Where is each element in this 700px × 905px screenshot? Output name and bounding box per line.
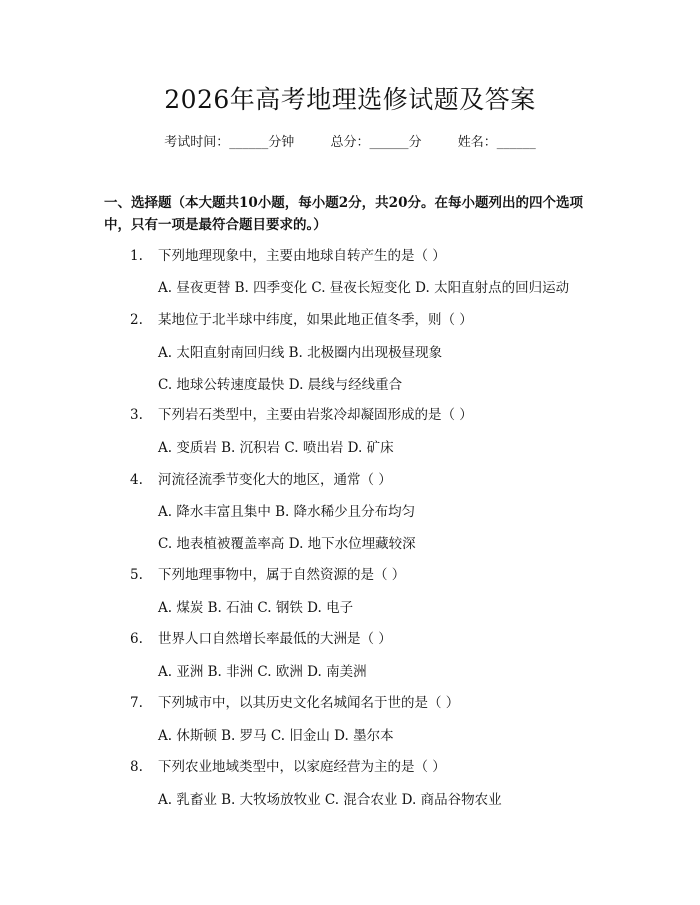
question-2-options-line-1: A. 太阳直射南回归线 B. 北极圈内出现极昼现象 [158, 345, 443, 361]
question-text: 河流径流季节变化大的地区，通常（ ） [158, 472, 392, 488]
question-7 [130, 691, 459, 711]
question-3 [130, 403, 473, 423]
question-number: 8. [130, 759, 143, 775]
question-1 [130, 244, 446, 264]
question-6 [130, 627, 392, 647]
question-text: 下列地理现象中，主要由地球自转产生的是（ ） [158, 248, 446, 264]
student-name-field: 姓名：______ [457, 135, 536, 150]
question-3-options: A. 变质岩 B. 沉积岩 C. 喷出岩 D. 矿床 [158, 440, 394, 456]
question-1-options: A. 昼夜更替 B. 四季变化 C. 昼夜长短变化 D. 太阳直射点的回归运动 [158, 280, 570, 296]
question-6-options: A. 亚洲 B. 非洲 C. 欧洲 D. 南美洲 [158, 664, 367, 680]
question-5-options: A. 煤炭 B. 石油 C. 钢铁 D. 电子 [158, 600, 354, 616]
question-number: 3. [130, 407, 143, 423]
question-2-options-line-2: C. 地球公转速度最快 D. 晨线与经线重合 [158, 377, 403, 393]
question-number: 6. [130, 631, 143, 647]
question-7-options: A. 休斯顿 B. 罗马 C. 旧金山 D. 墨尔本 [158, 728, 394, 744]
total-score-field: 总分：______分 [330, 135, 422, 150]
exam-time-field: 考试时间：______分钟 [164, 135, 295, 150]
question-text: 下列岩石类型中，主要由岩浆冷却凝固形成的是（ ） [158, 407, 473, 423]
page-title: 2026年高考地理选修试题及答案 [164, 85, 536, 114]
question-4-options-line-1: A. 降水丰富且集中 B. 降水稀少且分布均匀 [158, 504, 416, 520]
question-2 [130, 308, 473, 328]
section-heading: 一、选择题（本大题共10小题，每小题2分，共20分。在每小题列出的四个选项中，只有一项是最符合题目要求的。） [104, 195, 583, 233]
question-4-options-line-2: C. 地表植被覆盖率高 D. 地下水位埋藏较深 [158, 536, 416, 552]
question-8 [130, 755, 446, 775]
question-5 [130, 563, 405, 583]
question-number: 4. [130, 472, 143, 488]
question-text: 世界人口自然增长率最低的大洲是（ ） [158, 631, 392, 647]
question-text: 某地位于北半球中纬度，如果此地正值冬季，则（ ） [158, 312, 473, 328]
question-number: 1. [130, 248, 143, 264]
question-number: 2. [130, 312, 143, 328]
question-8-options: A. 乳畜业 B. 大牧场放牧业 C. 混合农业 D. 商品谷物农业 [158, 792, 502, 808]
question-4 [130, 468, 392, 488]
question-number: 7. [130, 695, 143, 711]
question-text: 下列农业地域类型中，以家庭经营为主的是（ ） [158, 759, 446, 775]
question-number: 5. [130, 567, 143, 583]
exam-meta [0, 131, 700, 150]
question-text: 下列地理事物中，属于自然资源的是（ ） [158, 567, 406, 583]
question-text: 下列城市中，以其历史文化名城闻名于世的是（ ） [158, 695, 460, 711]
